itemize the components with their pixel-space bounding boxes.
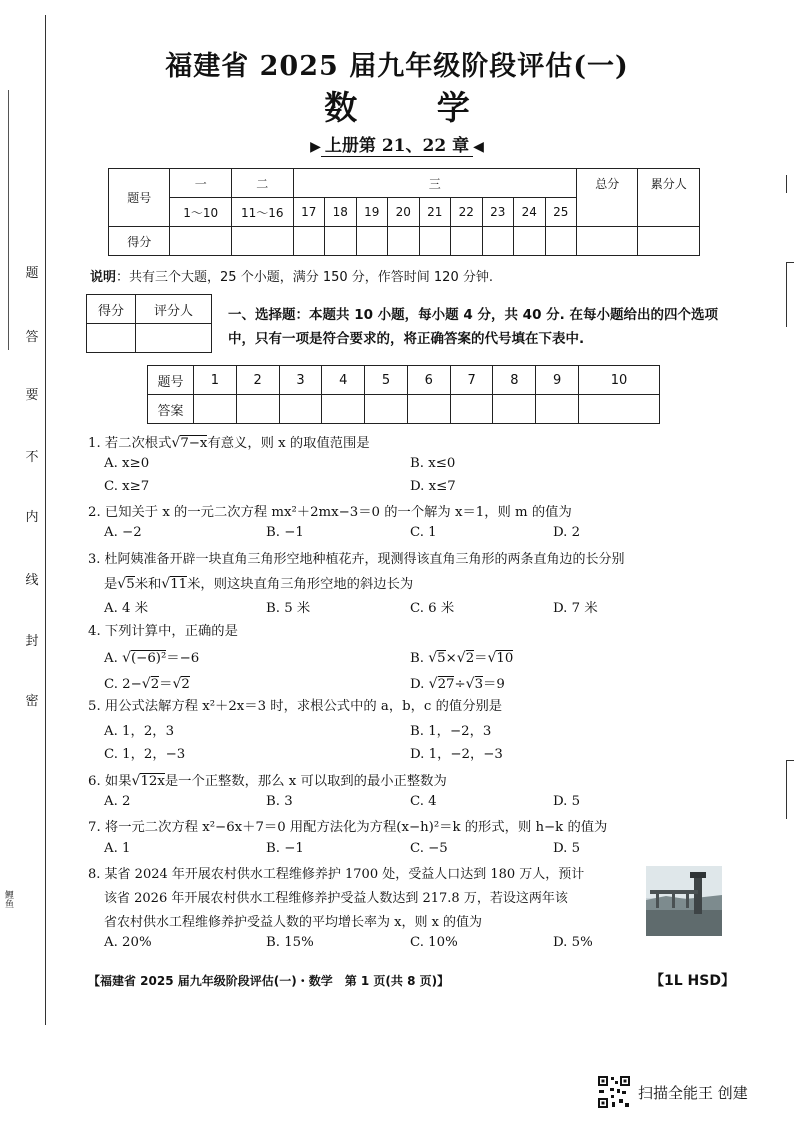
- score-cell[interactable]: [170, 227, 232, 256]
- q4d-radicand-2: 3: [474, 677, 484, 692]
- next-page-bleed: [786, 175, 794, 193]
- grader-name-cell[interactable]: [136, 324, 212, 353]
- q3-option-c[interactable]: C. 6 米: [410, 601, 455, 616]
- q4b-eq: ＝: [474, 651, 488, 666]
- row-label-score: 得分: [109, 227, 170, 256]
- answer-cell[interactable]: [322, 395, 365, 424]
- triangle-right-icon: ▶: [310, 139, 321, 155]
- score-cell[interactable]: [419, 227, 451, 256]
- question-1-stem: 1. 若二次根式√7−x有意义，则 x 的取值范围是: [88, 435, 370, 451]
- q4b-times: ×: [445, 651, 457, 666]
- q4c-eq: ＝: [159, 677, 173, 692]
- binding-line: [45, 15, 46, 1025]
- question-7-stem: 7. 将一元二次方程 x²−6x＋7＝0 用配方法化为方程(x−h)²＝k 的形式，则 h−k 的值为: [88, 820, 608, 835]
- score-cell[interactable]: [388, 227, 420, 256]
- q4b-pre: B.: [410, 651, 429, 666]
- grader-score-label: 得分: [87, 295, 136, 324]
- q5-option-b[interactable]: B. 1，−2，3: [410, 724, 492, 739]
- answer-cell[interactable]: [536, 395, 579, 424]
- question-3-stem-line2: 是√5米和√11米，则这块直角三角形空地的斜边长为: [104, 576, 414, 592]
- q8-option-a[interactable]: A. 20%: [104, 935, 152, 950]
- answer-cell[interactable]: [579, 395, 660, 424]
- binding-char: 要: [25, 388, 39, 403]
- question-number: 24: [514, 198, 546, 227]
- q4d-post: ＝9: [483, 677, 505, 692]
- q4a-post: ＝−6: [166, 651, 200, 666]
- q1-option-d[interactable]: D. x≤7: [410, 479, 456, 494]
- binding-char: 题: [25, 266, 39, 281]
- binding-edge-line: [8, 90, 9, 350]
- question-6-stem: 6. 如果√12x是一个正整数，那么 x 可以取到的最小正整数为: [88, 773, 447, 789]
- q7-option-b[interactable]: B. −1: [266, 841, 304, 856]
- triangle-left-icon: ◀: [473, 139, 484, 155]
- q6-option-b[interactable]: B. 3: [266, 794, 293, 809]
- q6-post: 是一个正整数，那么 x 可以取到的最小正整数为: [164, 774, 447, 789]
- score-cell[interactable]: [451, 227, 483, 256]
- q4b-radicand-2: 2: [465, 651, 475, 666]
- note-text: ：共有三个大题，25 个小题，满分 150 分，作答时间 120 分钟.: [116, 270, 493, 285]
- q4b-radicand-1: 5: [437, 651, 446, 666]
- instructions-note: [90, 266, 493, 285]
- q3-option-d[interactable]: D. 7 米: [553, 601, 598, 616]
- q1-radicand: 7−x: [180, 436, 208, 451]
- question-8-line2: 该省 2026 年开展农村供水工程维修养护受益人数达到 217.8 万，若设这两年该: [104, 891, 568, 906]
- water-project-photo: [646, 866, 722, 936]
- answer-cell[interactable]: [450, 395, 493, 424]
- question-5-stem: 5. 用公式法解方程 x²＋2x＝3 时，求根公式中的 a，b，c 的值分别是: [88, 699, 503, 714]
- q4d-radicand-1: 27: [437, 677, 455, 692]
- section-2-header: 二: [231, 169, 293, 198]
- answer-number: 8: [493, 366, 536, 395]
- answer-cell[interactable]: [236, 395, 279, 424]
- q4b-radicand-3: 10: [496, 651, 514, 666]
- answer-number: 9: [536, 366, 579, 395]
- q6-pre: 6. 如果: [88, 774, 132, 789]
- q3-option-b[interactable]: B. 5 米: [266, 601, 311, 616]
- q4-option-d[interactable]: D. √27÷√3＝9: [410, 676, 505, 692]
- q5-option-c[interactable]: C. 1，2，−3: [104, 747, 186, 762]
- q8-option-c[interactable]: C. 10%: [410, 935, 458, 950]
- edge-mark: 鲤鱼: [3, 890, 13, 908]
- question-8-line1: 8. 某省 2024 年开展农村供水工程维修养护 1700 处，受益人口达到 180 万人，预计: [88, 867, 585, 882]
- q4d-pre: D.: [410, 677, 429, 692]
- q7-option-a[interactable]: A. 1: [104, 841, 131, 856]
- score-cell[interactable]: [231, 227, 293, 256]
- question-number: 17: [293, 198, 325, 227]
- q3-option-a[interactable]: A. 4 米: [104, 601, 149, 616]
- question-number: 20: [388, 198, 420, 227]
- q3-post: 米，则这块直角三角形空地的斜边长为: [187, 577, 414, 592]
- grader-total-header: 累分人: [638, 169, 700, 227]
- question-4-stem: 4. 下列计算中，正确的是: [88, 624, 238, 639]
- scanner-watermark: 扫描全能王 创建: [638, 1084, 748, 1102]
- answer-cell[interactable]: [194, 395, 237, 424]
- q3-mid: 米和: [134, 577, 162, 592]
- q2-option-d[interactable]: D. 2: [553, 525, 581, 540]
- score-cell[interactable]: [545, 227, 577, 256]
- answer-row-label: 答案: [148, 395, 194, 424]
- question-number: 19: [356, 198, 388, 227]
- answer-number: 10: [579, 366, 660, 395]
- q1-option-c[interactable]: C. x≥7: [104, 479, 150, 494]
- answer-number: 6: [407, 366, 450, 395]
- question-3-stem: 3. 杜阿姨准备开辟一块直角三角形空地种植花卉，现测得该直角三角形的两条直角边的长分别: [88, 552, 625, 567]
- q3-pre: 是: [104, 577, 118, 592]
- answer-number: 5: [365, 366, 408, 395]
- scope-text: 上册第 21、22 章: [321, 136, 473, 157]
- next-page-bleed: [786, 262, 794, 327]
- q2-option-a[interactable]: A. −2: [104, 525, 142, 540]
- binding-char: 答: [25, 330, 39, 345]
- q2-option-b[interactable]: B. −1: [266, 525, 304, 540]
- answer-cell[interactable]: [493, 395, 536, 424]
- answer-number: 4: [322, 366, 365, 395]
- score-cell[interactable]: [638, 227, 700, 256]
- q4c-radicand-2: 2: [181, 677, 190, 692]
- answer-cell[interactable]: [279, 395, 322, 424]
- section-1-heading: 一、选择题：本题共 10 小题，每小题 4 分，共 40 分. 在每小题给出的四个选项中，只有一项是符合要求的，将正确答案的代号填在下表中.: [228, 307, 718, 347]
- score-table: [108, 168, 700, 256]
- score-cell[interactable]: [356, 227, 388, 256]
- binding-char: 封: [25, 634, 39, 649]
- score-cell[interactable]: [577, 227, 638, 256]
- binding-char: 不: [25, 450, 39, 465]
- section-1-header: 一: [170, 169, 232, 198]
- scope-label: [0, 131, 794, 156]
- question-number: 18: [325, 198, 357, 227]
- question-8-line3: 省农村供水工程维修养护受益人数的平均增长率为 x，则 x 的值为: [104, 915, 483, 930]
- q1-option-b[interactable]: B. x≤0: [410, 456, 456, 471]
- q1-post: 有意义，则 x 的取值范围是: [207, 436, 370, 451]
- answer-table: [147, 365, 660, 424]
- page-footer: 【福建省 2025 届九年级阶段评估(一)・数学 第 1 页(共 8 页)】: [88, 974, 450, 988]
- note-label: 说明: [90, 270, 117, 285]
- range-1: 1～10: [170, 198, 232, 227]
- exam-title: 福建省 2025 届九年级阶段评估(一): [165, 51, 629, 82]
- q5-option-a[interactable]: A. 1，2，3: [104, 724, 175, 739]
- question-number: 25: [545, 198, 577, 227]
- section-grader-box: [86, 294, 212, 353]
- q3-radicand-2: 11: [170, 577, 188, 592]
- q4-option-c[interactable]: C. 2−√2＝√2: [104, 676, 190, 692]
- q4c-radicand-1: 2: [150, 677, 160, 692]
- q5-option-d[interactable]: D. 1，−2，−3: [410, 747, 503, 762]
- paper-code: 【1L HSD】: [650, 973, 735, 989]
- q4a-pre: A.: [104, 651, 123, 666]
- q6-option-c[interactable]: C. 4: [410, 794, 437, 809]
- question-number: 23: [482, 198, 514, 227]
- q8-option-b[interactable]: B. 15%: [266, 935, 314, 950]
- row-label-number: 题号: [109, 169, 170, 227]
- q3-radicand-1: 5: [126, 577, 135, 592]
- grader-score-cell[interactable]: [87, 324, 136, 353]
- answer-number: 1: [194, 366, 237, 395]
- q6-radicand: 12x: [140, 774, 165, 789]
- binding-char: 密: [25, 694, 39, 709]
- qr-code-icon: [597, 1075, 631, 1109]
- answer-cell[interactable]: [365, 395, 408, 424]
- q1-pre: 1. 若二次根式: [88, 436, 172, 451]
- answer-number: 2: [236, 366, 279, 395]
- score-cell[interactable]: [325, 227, 357, 256]
- binding-char: 内: [25, 510, 39, 525]
- binding-char: 线: [25, 573, 39, 588]
- answer-number: 3: [279, 366, 322, 395]
- score-cell[interactable]: [514, 227, 546, 256]
- q6-option-d[interactable]: D. 5: [553, 794, 581, 809]
- total-header: 总分: [577, 169, 638, 227]
- range-2: 11～16: [231, 198, 293, 227]
- question-number: 21: [419, 198, 451, 227]
- answer-cell[interactable]: [407, 395, 450, 424]
- q4-option-a[interactable]: A. √(−6)²＝−6: [104, 650, 200, 666]
- q7-option-d[interactable]: D. 5: [553, 841, 581, 856]
- answer-number: 7: [450, 366, 493, 395]
- q4-option-b[interactable]: B. √5×√2＝√10: [410, 650, 514, 666]
- q7-option-c[interactable]: C. −5: [410, 841, 448, 856]
- q4c-pre: C. 2−: [104, 677, 142, 692]
- score-cell[interactable]: [482, 227, 514, 256]
- score-cell[interactable]: [293, 227, 325, 256]
- answer-row-label: 题号: [148, 366, 194, 395]
- grader-label: 评分人: [136, 295, 212, 324]
- q6-option-a[interactable]: A. 2: [104, 794, 131, 809]
- subject-title: 数 学: [324, 88, 504, 127]
- q4a-radicand: (−6)²: [130, 651, 167, 666]
- q8-option-d[interactable]: D. 5%: [553, 935, 593, 950]
- question-number: 22: [451, 198, 483, 227]
- next-page-bleed: [786, 760, 794, 819]
- q1-option-a[interactable]: A. x≥0: [104, 456, 150, 471]
- q4d-divide: ÷: [454, 677, 466, 692]
- q2-option-c[interactable]: C. 1: [410, 525, 437, 540]
- section-3-header: 三: [293, 169, 577, 198]
- question-2-stem: 2. 已知关于 x 的一元二次方程 mx²＋2mx−3＝0 的一个解为 x＝1，则 m 的值为: [88, 505, 572, 520]
